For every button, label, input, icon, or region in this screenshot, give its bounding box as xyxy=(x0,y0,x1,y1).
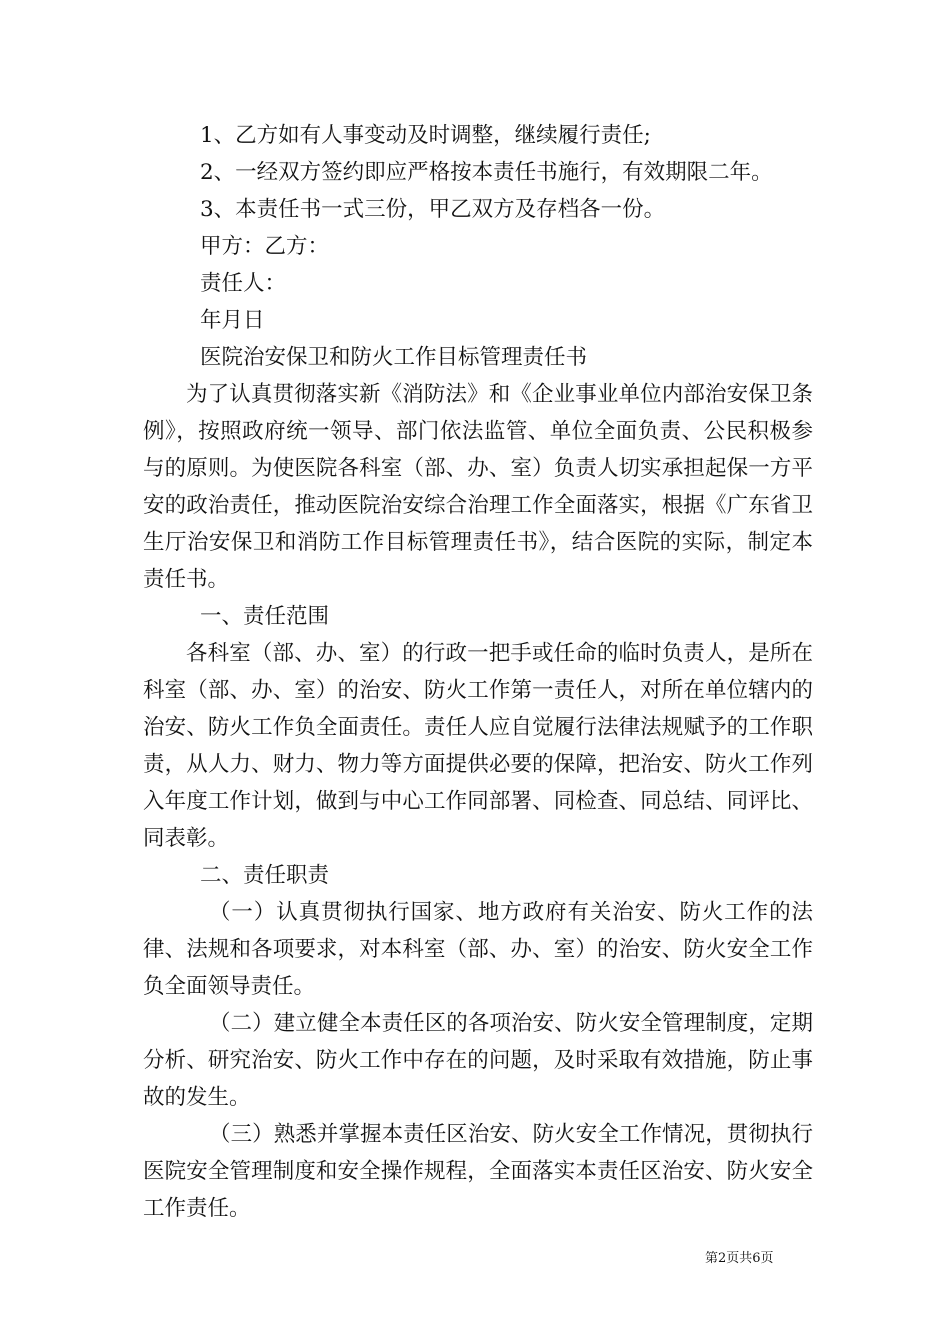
signature-parties: 甲方：乙方： xyxy=(200,234,330,259)
signature-date: 年月日 xyxy=(200,308,265,333)
page-number: 第2页共6页 xyxy=(705,1251,774,1266)
closing-clause-1: 1、乙方如有人事变动及时调整，继续履行责任; xyxy=(200,123,651,148)
section-2-item-3: （三）熟悉并掌握本责任区治安、防火安全工作情况，贯彻执行医院安全管理制度和安全操作规程，全面落实本责任区治安、防火安全工作责任。 xyxy=(143,1122,813,1221)
signature-responsible-person: 责任人： xyxy=(200,271,287,296)
section-2-heading: 二、责任职责 xyxy=(200,863,330,888)
section-1-heading: 一、责任范围 xyxy=(200,604,330,629)
closing-clause-2: 2、一经双方签约即应严格按本责任书施行，有效期限二年。 xyxy=(200,160,773,185)
document-body xyxy=(143,117,813,1227)
closing-clause-3: 3、本责任书一式三份，甲乙双方及存档各一份。 xyxy=(200,197,666,222)
intro-paragraph: 为了认真贯彻落实新《消防法》和《企业事业单位内部治安保卫条例》，按照政府统一领导、部门依法监管、单位全面负责、公民积极参与的原则。为使医院各科室（部、办、室）负责人切实承担起保一方平安的政治责任，推动医院治安综合治理工作全面落实，根据《广东省卫生厅治安保卫和消防工作目标管理责任书》，结合医院的实际，制定本责任书。 xyxy=(143,382,813,592)
document-title: 医院治安保卫和防火工作目标管理责任书 xyxy=(200,345,588,370)
section-2-item-1: （一）认真贯彻执行国家、地方政府有关治安、防火工作的法律、法规和各项要求，对本科室（部、办、室）的治安、防火安全工作负全面领导责任。 xyxy=(143,900,813,999)
section-2-item-2: （二）建立健全本责任区的各项治安、防火安全管理制度，定期分析、研究治安、防火工作中存在的问题，及时采取有效措施，防止事故的发生。 xyxy=(143,1011,813,1110)
section-1-body: 各科室（部、办、室）的行政一把手或任命的临时负责人，是所在科室（部、办、室）的治安、防火工作第一责任人，对所在单位辖内的治安、防火工作负全面责任。责任人应自觉履行法律法规赋予的工作职责，从人力、财力、物力等方面提供必要的保障，把治安、防火工作列入年度工作计划，做到与中心工作同部署、同检查、同总结、同评比、同表彰。 xyxy=(143,641,813,851)
